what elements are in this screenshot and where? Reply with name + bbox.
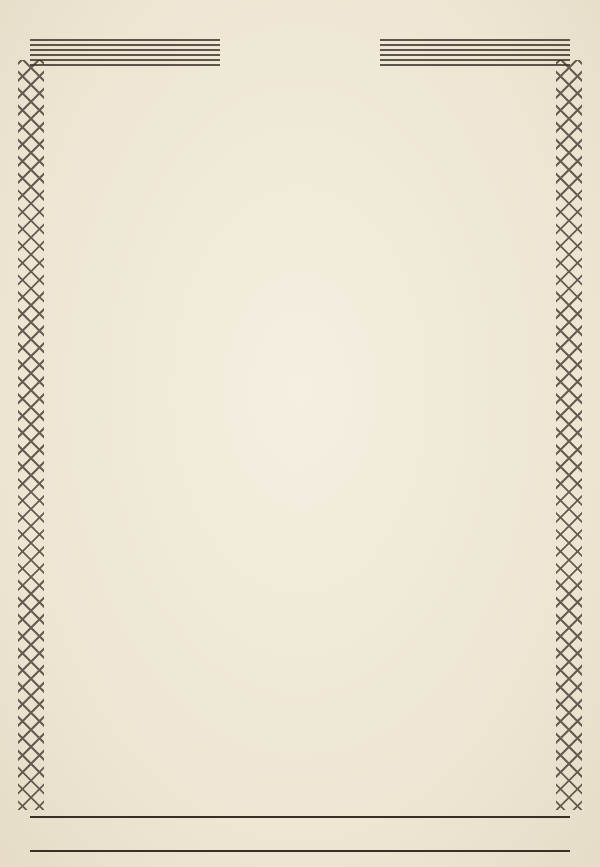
left-border-ornament [18, 60, 44, 810]
header-stripes-right [380, 36, 570, 66]
header-stripes-left [30, 36, 220, 66]
header [30, 22, 570, 80]
footer [30, 816, 570, 852]
right-border-ornament [556, 60, 582, 810]
